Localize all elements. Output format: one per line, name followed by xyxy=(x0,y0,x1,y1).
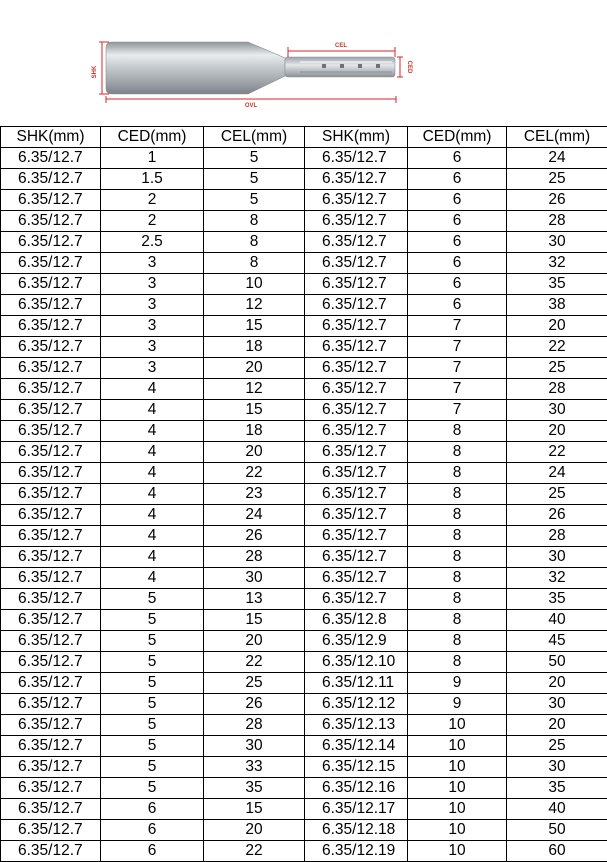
cell-cel: 40 xyxy=(507,799,607,820)
cell-cel: 15 xyxy=(204,799,305,820)
cell-shk: 6.35/12.7 xyxy=(1,232,101,253)
table-row xyxy=(1,316,607,337)
cell-cel: 20 xyxy=(204,358,305,379)
cell-ced: 5 xyxy=(101,694,204,715)
cell-cel: 22 xyxy=(507,337,607,358)
cell-ced: 8 xyxy=(408,652,507,673)
cell-cel: 5 xyxy=(204,190,305,211)
cell-cel: 8 xyxy=(204,232,305,253)
cell-cel: 32 xyxy=(507,568,607,589)
cell-shk: 6.35/12.7 xyxy=(305,295,408,316)
table-row xyxy=(1,484,607,505)
cell-shk: 6.35/12.7 xyxy=(1,442,101,463)
cell-ced: 3 xyxy=(101,358,204,379)
cell-shk: 6.35/12.7 xyxy=(1,526,101,547)
cell-cel: 25 xyxy=(507,484,607,505)
cell-cel: 25 xyxy=(204,673,305,694)
cell-ced: 7 xyxy=(408,337,507,358)
cell-shk: 6.35/12.7 xyxy=(1,799,101,820)
cell-ced: 6 xyxy=(408,232,507,253)
cell-shk: 6.35/12.7 xyxy=(305,547,408,568)
cell-shk: 6.35/12.7 xyxy=(305,526,408,547)
tool-diagram xyxy=(0,0,607,125)
cell-ced: 4 xyxy=(101,547,204,568)
table-row xyxy=(1,631,607,652)
cell-ced: 3 xyxy=(101,253,204,274)
cell-cel: 15 xyxy=(204,610,305,631)
cell-ced: 4 xyxy=(101,484,204,505)
cell-cel: 20 xyxy=(507,421,607,442)
cell-ced: 7 xyxy=(408,400,507,421)
cell-shk: 6.35/12.9 xyxy=(305,631,408,652)
table-row xyxy=(1,148,607,169)
cell-ced: 9 xyxy=(408,694,507,715)
cell-ced: 6 xyxy=(101,799,204,820)
cell-cel: 26 xyxy=(507,505,607,526)
cell-shk: 6.35/12.19 xyxy=(305,841,408,862)
cell-ced: 4 xyxy=(101,421,204,442)
cell-ced: 5 xyxy=(101,778,204,799)
cell-ced: 3 xyxy=(101,274,204,295)
cell-shk: 6.35/12.16 xyxy=(305,778,408,799)
cell-cel: 30 xyxy=(507,547,607,568)
cell-shk: 6.35/12.7 xyxy=(1,358,101,379)
spec-table xyxy=(0,126,607,862)
header-ced-1: CED(mm) xyxy=(101,127,204,148)
cell-ced: 3 xyxy=(101,337,204,358)
table-row xyxy=(1,190,607,211)
cell-cel: 28 xyxy=(507,526,607,547)
table-row xyxy=(1,421,607,442)
cell-shk: 6.35/12.7 xyxy=(1,169,101,190)
cell-shk: 6.35/12.7 xyxy=(305,568,408,589)
cell-shk: 6.35/12.7 xyxy=(1,211,101,232)
cell-shk: 6.35/12.7 xyxy=(1,736,101,757)
cell-shk: 6.35/12.7 xyxy=(1,841,101,862)
cell-shk: 6.35/12.7 xyxy=(305,379,408,400)
cell-shk: 6.35/12.7 xyxy=(305,274,408,295)
table-row xyxy=(1,232,607,253)
cell-cel: 30 xyxy=(507,232,607,253)
cell-cel: 25 xyxy=(507,736,607,757)
cell-cel: 12 xyxy=(204,295,305,316)
cell-cel: 50 xyxy=(507,652,607,673)
table-row xyxy=(1,400,607,421)
table-row xyxy=(1,820,607,841)
cell-cel: 24 xyxy=(204,505,305,526)
cell-cel: 10 xyxy=(204,274,305,295)
cell-cel: 32 xyxy=(507,253,607,274)
table-row xyxy=(1,715,607,736)
cell-ced: 1 xyxy=(101,148,204,169)
cell-ced: 2 xyxy=(101,190,204,211)
cell-cel: 35 xyxy=(507,274,607,295)
cell-cel: 15 xyxy=(204,316,305,337)
cell-shk: 6.35/12.7 xyxy=(1,589,101,610)
cell-ced: 8 xyxy=(408,547,507,568)
cell-cel: 23 xyxy=(204,484,305,505)
cell-ced: 1.5 xyxy=(101,169,204,190)
cell-ced: 5 xyxy=(101,736,204,757)
cell-cel: 38 xyxy=(507,295,607,316)
cell-cel: 22 xyxy=(204,652,305,673)
cell-ced: 6 xyxy=(408,211,507,232)
cell-cel: 22 xyxy=(204,463,305,484)
cell-shk: 6.35/12.7 xyxy=(1,421,101,442)
cell-cel: 33 xyxy=(204,757,305,778)
cell-ced: 10 xyxy=(408,736,507,757)
cell-ced: 8 xyxy=(408,484,507,505)
cell-ced: 2.5 xyxy=(101,232,204,253)
table-row xyxy=(1,652,607,673)
spec-table-body xyxy=(1,148,607,862)
cell-ced: 3 xyxy=(101,295,204,316)
cell-ced: 7 xyxy=(408,316,507,337)
cell-ced: 6 xyxy=(101,841,204,862)
cell-ced: 6 xyxy=(408,295,507,316)
cell-shk: 6.35/12.7 xyxy=(305,463,408,484)
cell-ced: 8 xyxy=(408,421,507,442)
cell-cel: 25 xyxy=(507,169,607,190)
table-row xyxy=(1,610,607,631)
cell-cel: 5 xyxy=(204,169,305,190)
cell-cel: 22 xyxy=(507,442,607,463)
cell-shk: 6.35/12.7 xyxy=(305,589,408,610)
cell-ced: 4 xyxy=(101,568,204,589)
cell-shk: 6.35/12.7 xyxy=(1,379,101,400)
cell-shk: 6.35/12.7 xyxy=(1,652,101,673)
table-row xyxy=(1,442,607,463)
cell-cel: 60 xyxy=(507,841,607,862)
cell-cel: 28 xyxy=(204,547,305,568)
cell-ced: 5 xyxy=(101,757,204,778)
shank-shape xyxy=(106,42,285,94)
cell-shk: 6.35/12.7 xyxy=(305,337,408,358)
cell-shk: 6.35/12.15 xyxy=(305,757,408,778)
table-row xyxy=(1,169,607,190)
cell-shk: 6.35/12.7 xyxy=(1,757,101,778)
cell-shk: 6.35/12.7 xyxy=(1,253,101,274)
cell-cel: 13 xyxy=(204,589,305,610)
cell-ced: 10 xyxy=(408,715,507,736)
table-row xyxy=(1,274,607,295)
cell-cel: 28 xyxy=(507,379,607,400)
cell-ced: 5 xyxy=(101,631,204,652)
cell-cel: 28 xyxy=(507,211,607,232)
table-row xyxy=(1,337,607,358)
cell-shk: 6.35/12.7 xyxy=(1,505,101,526)
cell-cel: 20 xyxy=(204,442,305,463)
cell-shk: 6.35/12.7 xyxy=(1,568,101,589)
cell-ced: 5 xyxy=(101,652,204,673)
cell-cel: 28 xyxy=(204,715,305,736)
cel-label: CEL xyxy=(335,43,347,49)
cell-ced: 8 xyxy=(408,526,507,547)
cell-ced: 6 xyxy=(408,190,507,211)
cell-ced: 3 xyxy=(101,316,204,337)
cell-cel: 26 xyxy=(204,694,305,715)
cell-cel: 5 xyxy=(204,148,305,169)
table-row xyxy=(1,547,607,568)
ced-label: CED xyxy=(406,61,412,74)
cell-ced: 4 xyxy=(101,442,204,463)
ovl-dimension xyxy=(106,96,396,103)
cell-shk: 6.35/12.7 xyxy=(1,148,101,169)
cell-ced: 6 xyxy=(408,253,507,274)
ovl-label: OVL xyxy=(245,103,258,109)
spec-table-header xyxy=(1,127,607,148)
cell-shk: 6.35/12.7 xyxy=(1,694,101,715)
cell-cel: 35 xyxy=(507,589,607,610)
cell-cel: 8 xyxy=(204,211,305,232)
cell-shk: 6.35/12.7 xyxy=(305,442,408,463)
cell-cel: 25 xyxy=(507,358,607,379)
cell-cel: 30 xyxy=(507,400,607,421)
cell-shk: 6.35/12.7 xyxy=(305,484,408,505)
cell-shk: 6.35/12.7 xyxy=(1,295,101,316)
cell-ced: 10 xyxy=(408,757,507,778)
table-row xyxy=(1,778,607,799)
cell-ced: 2 xyxy=(101,211,204,232)
cell-cel: 15 xyxy=(204,400,305,421)
cell-shk: 6.35/12.7 xyxy=(1,484,101,505)
cell-shk: 6.35/12.7 xyxy=(1,610,101,631)
cell-shk: 6.35/12.7 xyxy=(305,505,408,526)
cell-ced: 8 xyxy=(408,442,507,463)
cell-ced: 4 xyxy=(101,463,204,484)
cell-cel: 35 xyxy=(204,778,305,799)
cell-shk: 6.35/12.7 xyxy=(1,820,101,841)
cell-shk: 6.35/12.12 xyxy=(305,694,408,715)
header-ced-2: CED(mm) xyxy=(408,127,507,148)
cell-cel: 12 xyxy=(204,379,305,400)
cell-shk: 6.35/12.7 xyxy=(1,337,101,358)
table-row xyxy=(1,757,607,778)
cell-shk: 6.35/12.7 xyxy=(305,400,408,421)
cell-ced: 10 xyxy=(408,841,507,862)
cell-cel: 30 xyxy=(204,568,305,589)
cell-shk: 6.35/12.7 xyxy=(1,778,101,799)
table-row xyxy=(1,295,607,316)
table-row xyxy=(1,568,607,589)
cell-shk: 6.35/12.7 xyxy=(1,274,101,295)
cell-ced: 8 xyxy=(408,505,507,526)
table-row xyxy=(1,526,607,547)
cell-cel: 22 xyxy=(204,841,305,862)
cell-cel: 18 xyxy=(204,421,305,442)
cell-shk: 6.35/12.7 xyxy=(305,148,408,169)
table-row xyxy=(1,358,607,379)
cell-shk: 6.35/12.13 xyxy=(305,715,408,736)
header-shk-2: SHK(mm) xyxy=(305,127,408,148)
cell-cel: 45 xyxy=(507,631,607,652)
cell-ced: 8 xyxy=(408,610,507,631)
table-row xyxy=(1,253,607,274)
cell-shk: 6.35/12.7 xyxy=(1,400,101,421)
cell-ced: 7 xyxy=(408,358,507,379)
cell-cel: 35 xyxy=(507,778,607,799)
cell-shk: 6.35/12.7 xyxy=(305,253,408,274)
header-cel-2: CEL(mm) xyxy=(507,127,607,148)
cell-shk: 6.35/12.10 xyxy=(305,652,408,673)
table-row xyxy=(1,694,607,715)
cell-cel: 20 xyxy=(204,820,305,841)
cell-cel: 8 xyxy=(204,253,305,274)
cell-shk: 6.35/12.7 xyxy=(1,673,101,694)
cell-ced: 9 xyxy=(408,673,507,694)
cell-ced: 7 xyxy=(408,379,507,400)
header-shk-1: SHK(mm) xyxy=(1,127,101,148)
cell-cel: 26 xyxy=(507,190,607,211)
cell-cel: 20 xyxy=(507,316,607,337)
cell-shk: 6.35/12.7 xyxy=(305,190,408,211)
cell-cel: 30 xyxy=(507,757,607,778)
cell-ced: 6 xyxy=(408,274,507,295)
ced-dimension xyxy=(397,57,403,77)
cell-ced: 4 xyxy=(101,400,204,421)
cell-ced: 5 xyxy=(101,673,204,694)
cell-cel: 40 xyxy=(507,610,607,631)
cell-ced: 6 xyxy=(101,820,204,841)
cell-ced: 10 xyxy=(408,820,507,841)
cell-ced: 4 xyxy=(101,526,204,547)
cell-cel: 26 xyxy=(204,526,305,547)
table-row xyxy=(1,211,607,232)
cell-shk: 6.35/12.7 xyxy=(305,169,408,190)
cell-shk: 6.35/12.7 xyxy=(1,190,101,211)
cell-ced: 8 xyxy=(408,568,507,589)
shk-label: SHK xyxy=(92,65,98,78)
cell-ced: 8 xyxy=(408,463,507,484)
cell-ced: 6 xyxy=(408,148,507,169)
cell-shk: 6.35/12.7 xyxy=(1,547,101,568)
cell-ced: 8 xyxy=(408,589,507,610)
table-row xyxy=(1,379,607,400)
cell-shk: 6.35/12.11 xyxy=(305,673,408,694)
cell-shk: 6.35/12.18 xyxy=(305,820,408,841)
header-row xyxy=(1,127,607,148)
table-row xyxy=(1,841,607,862)
cell-cel: 20 xyxy=(507,715,607,736)
cell-shk: 6.35/12.7 xyxy=(305,211,408,232)
cell-cel: 24 xyxy=(507,148,607,169)
cell-cel: 30 xyxy=(204,736,305,757)
cell-cel: 20 xyxy=(507,673,607,694)
cell-shk: 6.35/12.7 xyxy=(305,316,408,337)
table-row xyxy=(1,463,607,484)
cell-ced: 10 xyxy=(408,778,507,799)
cell-ced: 5 xyxy=(101,715,204,736)
cell-shk: 6.35/12.7 xyxy=(305,358,408,379)
cell-shk: 6.35/12.7 xyxy=(1,316,101,337)
cell-ced: 6 xyxy=(408,169,507,190)
cell-ced: 4 xyxy=(101,379,204,400)
router-bit-drawing xyxy=(0,0,607,125)
table-row xyxy=(1,736,607,757)
table-row xyxy=(1,505,607,526)
cell-ced: 5 xyxy=(101,610,204,631)
table-row xyxy=(1,589,607,610)
cell-shk: 6.35/12.17 xyxy=(305,799,408,820)
cell-cel: 50 xyxy=(507,820,607,841)
table-row xyxy=(1,799,607,820)
cell-ced: 4 xyxy=(101,505,204,526)
cell-shk: 6.35/12.7 xyxy=(1,463,101,484)
cell-ced: 8 xyxy=(408,631,507,652)
cell-shk: 6.35/12.7 xyxy=(305,232,408,253)
cell-ced: 10 xyxy=(408,799,507,820)
cell-shk: 6.35/12.8 xyxy=(305,610,408,631)
table-row xyxy=(1,673,607,694)
cell-shk: 6.35/12.14 xyxy=(305,736,408,757)
header-cel-1: CEL(mm) xyxy=(204,127,305,148)
cell-cel: 20 xyxy=(204,631,305,652)
cell-shk: 6.35/12.7 xyxy=(305,421,408,442)
cell-shk: 6.35/12.7 xyxy=(1,715,101,736)
cell-cel: 18 xyxy=(204,337,305,358)
cell-ced: 5 xyxy=(101,589,204,610)
cell-cel: 30 xyxy=(507,694,607,715)
cell-shk: 6.35/12.7 xyxy=(1,631,101,652)
cell-cel: 24 xyxy=(507,463,607,484)
